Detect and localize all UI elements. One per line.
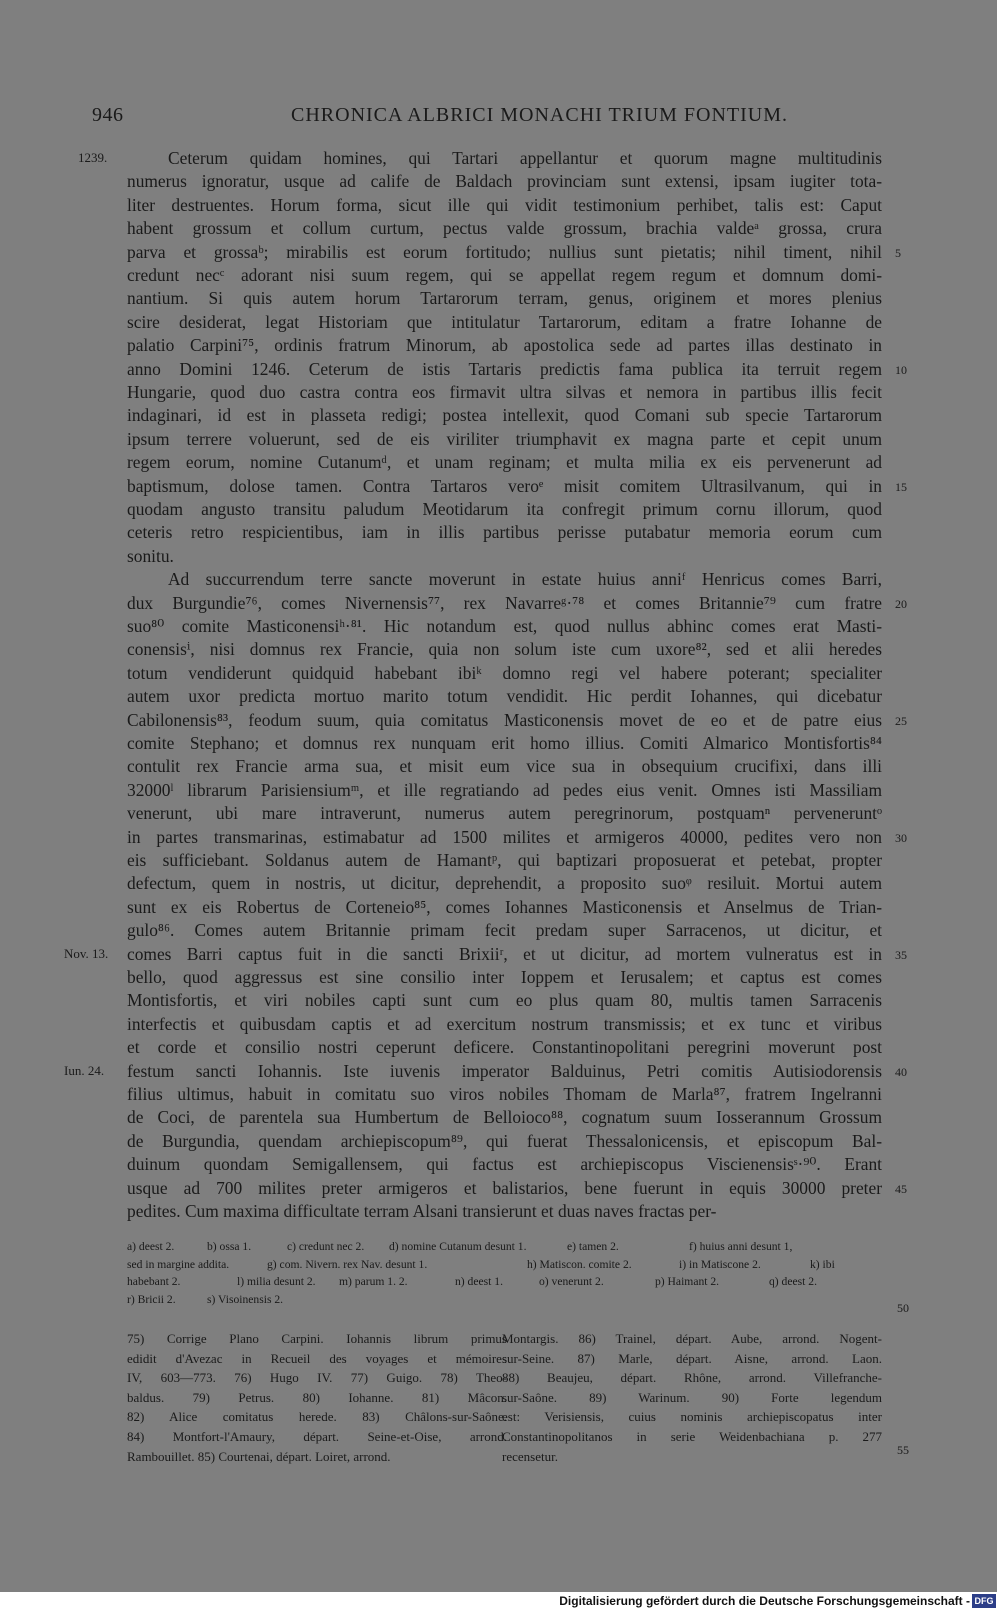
text-line: numerus ignoratur, usque ad calife de Baldach provinciam sunt extensi, ipsam iugiter tota- — [127, 171, 882, 192]
variant-note: g) com. Nivern. rex Nav. desunt 1. — [267, 1257, 428, 1271]
variant-note: l) milia desunt 2. — [237, 1275, 316, 1288]
commentary-line: Rambouillet. 85) Courtenai, départ. Loiret, arrond. — [127, 1448, 391, 1464]
text-line: indaginari, id est in plasseta redigi; postea intellexit, quod Comani sub specie Tartarorum — [127, 405, 882, 426]
commentary-line: IV, 603—773. 76) Hugo IV. 77) Guigo. 78) Theo- — [127, 1370, 507, 1386]
line-number: 25 — [895, 713, 907, 728]
variant-note: m) parum 1. 2. — [339, 1275, 408, 1288]
commentary-line: 88) Beaujeu, départ. Rhône, arrond. Villefranche- — [502, 1370, 882, 1386]
text-line: pedites. Cum maxima difficultate terram Alsani transierunt et duas naves fractas per- — [127, 1201, 717, 1221]
line-number: 5 — [895, 245, 901, 260]
text-line: suo⁸⁰ comite Masticonensiʰ·⁸¹. Hic notandum est, quod nullus abhinc comes erat Masti- — [127, 616, 882, 636]
text-line: in partes transmarinas, estimabatur ad 1500 milites et armigeros 40000, pedites vero non — [127, 826, 882, 847]
text-line: parva et grossaᵇ; mirabilis est eorum fortitudo; nullius sunt pietatis; nihil timent, nihil — [127, 241, 882, 262]
text-line: Ceterum quidam homines, qui Tartari appellantur et quorum magne multitudinis — [168, 148, 882, 168]
dfg-logo[interactable]: DFG — [972, 1594, 996, 1608]
variant-note: o) venerunt 2. — [539, 1275, 604, 1288]
text-line: defectum, quem in nostris, ut dicitur, deprehendit, a proposito suoᵠ resiluit. Mortui autem — [127, 873, 882, 894]
variant-note: q) deest 2. — [769, 1275, 817, 1288]
text-line: liter destruentes. Horum forma, sicut ille qui vidit testimonium perhibet, talis est: Caput — [127, 194, 882, 215]
running-header — [92, 104, 884, 132]
commentary-line: Constantinopolitanos in serie Weidenbachiana p. 277 — [502, 1429, 882, 1444]
variant-note: h) Matiscon. comite 2. — [527, 1257, 632, 1271]
variant-note: d) nomine Cutanum desunt 1. — [389, 1240, 527, 1253]
variant-note: e) tamen 2. — [567, 1240, 619, 1253]
text-line: et corde et consilio nostri ceperunt deficere. Constantinopolitani peregrini moverunt post — [127, 1037, 882, 1058]
commentary-line: sur-Saône. 89) Warinum. 90) Forte legendum — [502, 1389, 882, 1405]
line-number: 40 — [895, 1064, 907, 1079]
line-number: 35 — [895, 947, 907, 962]
variant-note: p) Haimant 2. — [655, 1275, 720, 1288]
line-number: 20 — [895, 596, 907, 611]
text-line: Montisfortis, et viri nobiles capti sunt cum eo plus quam 80, multis tamen Sarracenis — [127, 990, 882, 1011]
variant-note: b) ossa 1. — [207, 1240, 252, 1253]
commentary-line: edidit d'Avezac in Recueil des voyages et mémoires — [127, 1350, 507, 1366]
commentary-line: 75) Corrige Plano Carpini. Iohannis librum primus — [127, 1331, 507, 1346]
variant-note: i) in Matiscone 2. — [679, 1257, 761, 1271]
commentary-line: recensetur. — [502, 1448, 558, 1464]
text-line: filius ultimus, habuit in comitatu suo viros nobiles Thomam de Marla⁸⁷, fratrem Ingelranni — [127, 1084, 882, 1104]
text-line: quodam angusto transitu paludum Meotidarum ita confregit primum cornu illorum, quod — [127, 499, 882, 519]
margin-date: Iun. 24. — [64, 1062, 105, 1078]
line-number: 30 — [895, 830, 907, 845]
text-line: eis sufficiebant. Soldanus autem de Hamantᵖ, qui baptizari proposuerat et petebat, propter — [127, 850, 882, 870]
variant-note-row — [127, 1275, 892, 1293]
line-number: 10 — [895, 362, 907, 377]
variant-note: n) deest 1. — [455, 1275, 503, 1288]
variant-note: r) Bricii 2. — [127, 1292, 176, 1306]
running-title: CHRONICA ALBRICI MONACHI TRIUM FONTIUM. — [291, 104, 788, 126]
variant-note-row — [127, 1240, 892, 1258]
text-line: palatio Carpini⁷⁵, ordinis fratrum Minorum, ab apostolica sede ad partes illas destinato in — [127, 335, 882, 356]
commentary-line: 84) Montfort-l'Amaury, départ. Seine-et-Oise, arrond. — [127, 1429, 507, 1444]
text-line: gulo⁸⁶. Comes autem Britannie primam fecit predam super Sarracenos, ut dicitur, et — [127, 920, 882, 941]
page-number: 946 — [92, 104, 124, 126]
commentary-line: 82) Alice comitatus herede. 83) Châlons-sur-Saône. — [127, 1409, 507, 1425]
text-line: regem eorum, nomine Cutanumᵈ, et unam reginam; et multa milia ex eis pervenerunt ad — [127, 452, 882, 473]
margin-date: 1239. — [78, 150, 108, 165]
commentary-line: Montargis. 86) Trainel, départ. Aube, arrond. Nogent- — [502, 1331, 882, 1346]
text-line: nantium. Si quis autem horum Tartarorum terram, genus, originem et mores plenius — [127, 288, 882, 309]
text-line: totum vendiderunt quidquid habebant ibiᵏ domno regi vel habere poterant; specialiter — [127, 662, 882, 683]
funding-credit: Digitalisierung gefördert durch die Deutsche Forschungsgemeinschaft - — [559, 1594, 970, 1608]
text-line: sunt ex eis Robertus de Corteneio⁸⁵, comes Iohannes Masticonensis et Anselmus de Trian- — [127, 896, 882, 917]
text-line: interfectis et quibusdam captis et ad exercitum nostrum transmissis; et ex tunc et viribus — [127, 1013, 882, 1034]
text-line: Cabilonensis⁸³, feodum suum, quia comitatus Masticonensis movet de eo et de patre eius — [127, 709, 882, 730]
text-line: duinum quondam Semigallensem, qui factus est archiepiscopus Viscienensisˢ·⁹⁰. Erant — [127, 1154, 882, 1175]
text-line: scire desiderat, legat Historiam que intitulatur Tartarorum, editam a fratre Iohanne de — [127, 311, 882, 332]
variant-note: habebant 2. — [127, 1275, 181, 1288]
text-line: habent grossum et collum curtum, pectus valde grossum, brachia valdeᵃ grossa, crura — [127, 218, 882, 239]
variant-note-row — [127, 1293, 892, 1311]
text-line: Ad succurrendum terre sancte moverunt in estate huius anniᶠ Henricus comes Barri, — [168, 569, 882, 590]
text-line: festum sancti Iohannis. Iste iuvenis imperator Balduinus, Petri comitis Autisiodorensis — [127, 1060, 882, 1081]
variant-note: k) ibi — [810, 1257, 835, 1271]
commentary-line: sur-Seine. 87) Marle, départ. Aisne, arrond. Laon. — [502, 1350, 882, 1366]
line-number: 15 — [895, 479, 907, 494]
variant-note: s) Visoinensis 2. — [207, 1292, 284, 1306]
variant-note: sed in margine addita. — [127, 1257, 230, 1271]
text-line: comes Barri captus fuit in die sancti Brixiiʳ, et ut dicitur, ad mortem vulneratus est in — [127, 943, 882, 964]
text-line: 32000ˡ librarum Parisiensiumᵐ, et ille regratiando ad pedes eius venit. Omnes isti Massiliam — [127, 779, 882, 800]
text-line: usque ad 700 milites preter armigeros et balistarios, bene fuerunt in equis 30000 preter — [127, 1177, 882, 1198]
text-line: Hungarie, quod duo castra contra eos firmavit ultra silvas et nemora in partibus illis fecit — [127, 382, 882, 402]
variant-note: c) credunt nec 2. — [287, 1240, 365, 1253]
text-line: ipsum terrere voluerunt, sed de eis viriliter triumphavit ex magna parte et cepit unum — [127, 428, 882, 449]
commentary-line: est: Verisiensis, cuius nominis archiepiscopatus inter — [502, 1409, 882, 1425]
text-line: autem uxor predicta mortuo marito totum vendidit. Hic perdit Iohannes, qui dicebatur — [127, 686, 882, 707]
line-number: 55 — [897, 1443, 909, 1457]
line-number: 45 — [895, 1181, 907, 1196]
text-line: dux Burgundie⁷⁶, comes Nivernensis⁷⁷, rex Navarreᵍ·⁷⁸ et comes Britannie⁷⁹ cum fratre — [127, 592, 882, 613]
commentary-line: baldus. 79) Petrus. 80) Iohanne. 81) Mâcon. — [127, 1389, 507, 1405]
text-line: credunt necᶜ adorant nisi suum regem, qui se appellat regem regum et domnum domi- — [127, 265, 882, 285]
text-line: bello, quod aggressus est sine consilio inter Ioppem et Ierusalem; et captus est comes — [127, 967, 882, 987]
variant-note: a) deest 2. — [127, 1240, 175, 1253]
margin-date: Nov. 13. — [64, 945, 109, 961]
text-line: baptismum, dolose tamen. Contra Tartaros veroᵉ misit comitem Ultrasilvanum, qui in — [127, 475, 882, 496]
text-line: sonitu. — [127, 545, 174, 566]
text-line: anno Domini 1246. Ceterum de istis Tartaris predictis fama publica ita terruit regem — [127, 358, 882, 379]
text-line: contulit rex Francie arma sua, et misit eum vice sua in obsequium crucifixi, dans illi — [127, 756, 882, 777]
text-line: ceteris retro respicientibus, iam in illis partibus perisse putabatur memoria eorum cum — [127, 522, 882, 543]
text-line: de Burgundia, quendam archiepiscopum⁸⁹, qui fuerat Thessalonicensis, et episcopum Bal- — [127, 1130, 882, 1151]
variant-note-row — [127, 1258, 892, 1276]
text-line: venerunt, ubi mare intraverunt, numerus autem peregrinorum, postquamⁿ perveneruntᵒ — [127, 803, 882, 824]
variant-note: f) huius anni desunt 1, — [689, 1240, 793, 1253]
line-number: 50 — [897, 1301, 909, 1315]
text-line: comite Stephano; et domnus rex nunquam erit homo illius. Comiti Almarico Montisfortis⁸⁴ — [127, 733, 882, 753]
text-line: de Coci, de parentela sua Humbertum de Belloioco⁸⁸, cognatum suum Iosserannum Grossum — [127, 1107, 882, 1128]
text-line: conensisⁱ, nisi domnus rex Francie, quia non solum iste cum uxore⁸², sed et alii heredes — [127, 639, 882, 660]
